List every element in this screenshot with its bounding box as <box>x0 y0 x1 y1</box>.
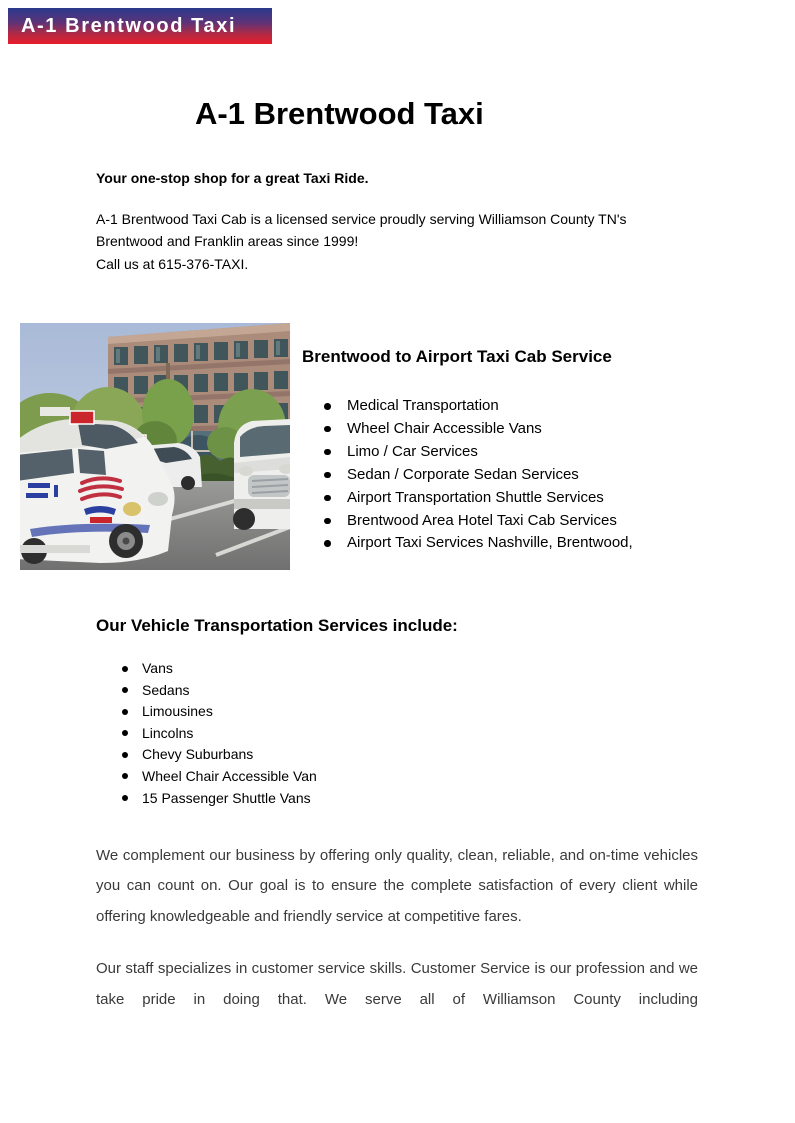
taxi-photo-image <box>20 323 290 570</box>
list-item: Brentwood Area Hotel Taxi Cab Services <box>322 510 633 533</box>
logo-banner-text: A-1 Brentwood Taxi <box>21 14 237 37</box>
list-item: Sedans <box>120 680 317 702</box>
list-item: Wheel Chair Accessible Vans <box>322 418 633 441</box>
list-item: Lincolns <box>120 723 317 745</box>
page-title: A-1 Brentwood Taxi <box>195 96 484 131</box>
airport-services-list <box>322 395 633 555</box>
list-item: Medical Transportation <box>322 395 633 418</box>
list-item: Wheel Chair Accessible Van <box>120 766 317 788</box>
list-item: Chevy Suburbans <box>120 744 317 766</box>
vehicles-section-heading: Our Vehicle Transportation Services include: <box>96 616 458 635</box>
list-item: Limousines <box>120 701 317 723</box>
body-paragraphs <box>96 841 698 1037</box>
airport-section-heading: Brentwood to Airport Taxi Cab Service <box>302 347 612 366</box>
list-item: Vans <box>120 658 317 680</box>
quality-paragraph: We complement our business by offering only quality, clean, reliable, and on-time vehicles you can count on. Our goal is to ensure the complete satisfaction of every client while offering knowledgeable and friendly service at competitive fares. <box>96 847 698 925</box>
logo-banner <box>8 8 272 44</box>
tagline: Your one-stop shop for a great Taxi Ride. <box>96 170 369 186</box>
vehicles-list <box>120 658 317 809</box>
intro-paragraph <box>96 208 686 275</box>
taxi-van-right <box>233 419 290 530</box>
list-item: Airport Transportation Shuttle Services <box>322 487 633 510</box>
intro-phone-text: Call us at 615-376-TAXI. <box>96 255 249 272</box>
list-item: Airport Taxi Services Nashville, Brentwood, <box>322 532 633 555</box>
list-item: Limo / Car Services <box>322 441 633 464</box>
intro-body-text: A-1 Brentwood Taxi Cab is a licensed service proudly serving Williamson County TN's Brentwood and Franklin areas since 1999! <box>96 211 627 250</box>
list-item: 15 Passenger Shuttle Vans <box>120 788 317 810</box>
list-item: Sedan / Corporate Sedan Services <box>322 464 633 487</box>
staff-paragraph: Our staff specializes in customer service skills. Customer Service is our profession and we take pride in doing that. We serve all of Williamson County including <box>96 960 698 1008</box>
